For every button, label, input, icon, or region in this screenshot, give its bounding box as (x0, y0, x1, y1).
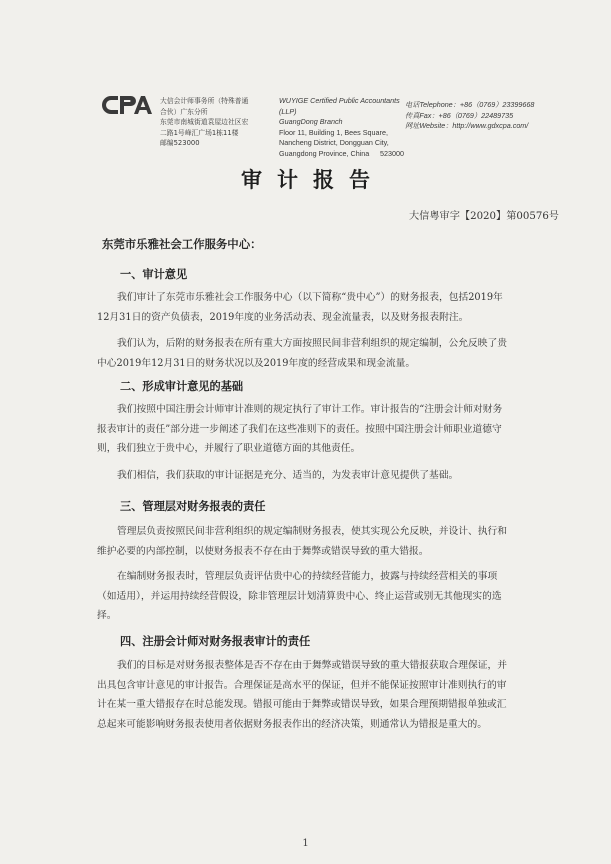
report-number: 大信粤审字【2020】第00576号 (408, 211, 559, 222)
paragraph: 在编制财务报表时，管理层负责评估贵中心的持续经营能力，披露与持续经营相关的事项 （如适用），并运用持续经营假设，除非管理层计划清算贵中心、终止运营或别无其他现实的选 择。 (97, 571, 502, 621)
paragraph: 我们按照中国注册会计师审计准则的规定执行了审计工作。审计报告的“注册会计师对财务 报表审计的责任”部分进一步阐述了我们在这些准则下的责任。按照中国注册会计师职业道德守 则，我们独立于贵中心，并履行了职业道德方面的其他责任。 (97, 404, 503, 454)
report-title: 审计报告 (241, 168, 385, 192)
website: 网址Website：http://www.gdxcpa.com/ (405, 121, 529, 130)
address-en-line: Floor 11, Building 1, Bees Square, (279, 127, 388, 137)
firm-cn-line: 合伙）广东分所 (160, 107, 208, 116)
paragraph: 我们相信，我们获取的审计证据是充分、适当的，为发表审计意见提供了基础。 (117, 470, 459, 481)
firm-cn-line: 东莞市南城街道袁屋边社区宏 (160, 118, 249, 126)
paragraph: 我们认为，后附的财务报表在所有重大方面按照民间非营利组织的规定编制，公允反映了贵 中心2019年12月31日的财务状况以及2019年度的经营成果和现金流量。 (97, 338, 507, 369)
address-en-line: Nancheng District, Dongguan City, (279, 138, 389, 147)
paragraph: 管理层负责按照民间非营利组织的规定编制财务报表，使其实现公允反映，并设计、执行和 维护必要的内部控制，以使财务报表不存在由于舞弊或错误导致的重大错报。 (97, 526, 507, 557)
section-heading: 一、审计意见 (120, 268, 188, 281)
firm-en-branch: GuangDong Branch (279, 117, 343, 126)
letterhead-contact (405, 100, 545, 132)
firm-cn-line: 二路1号峰汇广场1栋11楼 (160, 128, 239, 137)
page-number: 1 (302, 838, 309, 849)
address-en-last-row (279, 149, 404, 160)
letterhead-firm-english (279, 96, 404, 159)
section-heading: 四、注册会计师对财务报表审计的责任 (120, 635, 311, 648)
fax: 传真Fax：+86（0769）22489735 (405, 110, 514, 120)
telephone: 电话Telephone：+86（0769）23399668 (405, 100, 535, 109)
address-en-line: Guangdong Province, China (279, 148, 370, 158)
cpa-firm-logo-icon (98, 92, 156, 118)
firm-cn-line: 大信会计师事务所（特殊普通 (160, 97, 249, 105)
postcode: 523000 (380, 148, 404, 158)
paragraph: 我们审计了东莞市乐雅社会工作服务中心（以下简称“贵中心”）的财务报表，包括2019年 12月31日的资产负债表，2019年度的业务活动表、现金流量表，以及财务报表附注。 (97, 292, 503, 323)
paragraph: 我们的目标是对财务报表整体是否不存在由于舞弊或错误导致的重大错报获取合理保证，并 出具包含审计意见的审计报告。合理保证是高水平的保证，但并不能保证按照审计准则执行的审 计在某一重大错报存在时总能发现。错报可能由于舞弊或错误导致，如果合理预期错报单独或汇 总起来可能影响财务报表使用者依据财务报表作出的经济决策，则通常认为错报是重大的。 (97, 660, 507, 730)
recipient: 东莞市乐雅社会工作服务中心： (102, 237, 262, 251)
firm-cn-line: 邮编523000 (160, 139, 200, 147)
firm-en-name: WUYIGE Certified Public Accountants (LLP) (279, 96, 400, 116)
section-heading: 三、管理层对财务报表的责任 (120, 500, 266, 513)
letterhead-firm-chinese (160, 96, 270, 149)
section-heading: 二、形成审计意见的基础 (120, 380, 244, 393)
